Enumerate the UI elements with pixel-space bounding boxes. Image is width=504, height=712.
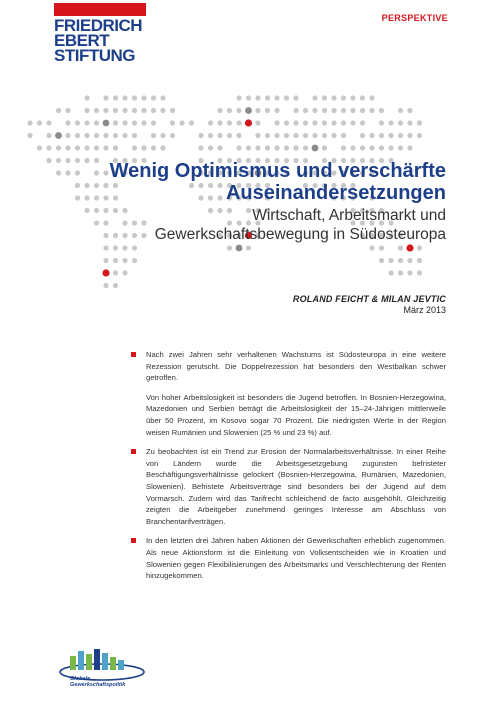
map-dot (122, 95, 127, 100)
map-dot (341, 108, 346, 113)
page-subtitle (46, 206, 446, 244)
map-dot (65, 108, 70, 113)
map-dot (236, 133, 241, 138)
map-dot (46, 145, 51, 150)
map-dot (369, 95, 374, 100)
map-dot (236, 95, 241, 100)
map-dot (322, 145, 327, 150)
map-dot (322, 108, 327, 113)
map-dot (27, 133, 32, 138)
map-dot (379, 108, 384, 113)
map-dot (388, 258, 393, 263)
map-dot (255, 95, 260, 100)
map-dot (265, 108, 270, 113)
map-dot (303, 145, 308, 150)
map-dot (245, 107, 252, 114)
map-dot (103, 283, 108, 288)
red-square-bullet-icon (131, 538, 136, 543)
logo-line: STIFTUNG (54, 46, 135, 65)
map-dot (132, 258, 137, 263)
map-dot (407, 133, 412, 138)
map-dot (84, 145, 89, 150)
globale-gewerkschaftspolitik-logo-icon (40, 640, 160, 700)
map-dot (246, 145, 251, 150)
map-dot (160, 133, 165, 138)
map-dot (37, 145, 42, 150)
footer-logo-line: Globale (70, 676, 91, 682)
map-dot (293, 145, 298, 150)
map-dot (331, 108, 336, 113)
map-dot (293, 108, 298, 113)
map-dot (398, 108, 403, 113)
subtitle-line: Gewerkschaftsbewegung in Südosteuropa (154, 226, 446, 243)
map-dot (141, 108, 146, 113)
map-dot (84, 133, 89, 138)
map-dot (170, 133, 175, 138)
map-dot (208, 120, 213, 125)
map-dot (274, 133, 279, 138)
logo-red-bar (54, 3, 146, 16)
red-square-bullet-icon (131, 449, 136, 454)
fes-logo (54, 3, 146, 63)
map-dot (407, 258, 412, 263)
map-dot (122, 108, 127, 113)
map-dot (341, 95, 346, 100)
map-dot (255, 133, 260, 138)
map-dot (113, 120, 118, 125)
map-dot (303, 133, 308, 138)
map-dot (312, 133, 317, 138)
map-dot (284, 145, 289, 150)
map-dot (132, 120, 137, 125)
map-dot (217, 133, 222, 138)
map-dot (398, 120, 403, 125)
map-dot (227, 108, 232, 113)
map-dot (406, 244, 413, 251)
map-dot (75, 120, 80, 125)
title-block (46, 160, 446, 244)
map-dot (217, 120, 222, 125)
map-dot (122, 245, 127, 250)
map-dot (369, 133, 374, 138)
logo-line: EBERT (54, 31, 110, 50)
map-dot (94, 145, 99, 150)
map-dot (360, 133, 365, 138)
map-dot (331, 120, 336, 125)
map-dot (350, 120, 355, 125)
map-dot (103, 245, 108, 250)
map-dot (227, 245, 232, 250)
map-dot (113, 133, 118, 138)
summary-paragraph (131, 392, 446, 438)
map-dot (132, 145, 137, 150)
map-dot (56, 108, 61, 113)
map-dot (236, 245, 243, 252)
map-dot (122, 258, 127, 263)
map-dot (84, 95, 89, 100)
map-dot (398, 245, 403, 250)
paragraph-text: Zu beobachten ist ein Trend zur Erosion der Normalarbeitsverhältnisse. In einer Reihe von Ländern wurde die Arbeitsgesetzgebung zugunsten befristeter Beschäftigungsverhältnisse gelockert (Bosnien-Herzegowina, Rumänien, Mazedonien, Slowenien). Befristete Arbeitsverträge sind besonders bei der Jugend auf dem Vormarsch. Zudem wird das Tarifrecht schleichend de facto ausgehöhlt. Gleichzeitig zeigten die Arbeitgeber zunehmend geringes Interesse am Abschluss von Branchentarifverträgen. (146, 447, 446, 526)
author-block (293, 294, 446, 315)
map-dot (94, 108, 99, 113)
map-dot (179, 120, 184, 125)
map-dot (141, 120, 146, 125)
map-dot (407, 108, 412, 113)
map-dot (398, 270, 403, 275)
map-dot (160, 108, 165, 113)
map-dot (246, 245, 251, 250)
map-dot (417, 270, 422, 275)
footer-logo-text (70, 676, 125, 688)
map-dot (388, 133, 393, 138)
map-dot (312, 95, 317, 100)
map-dot (341, 133, 346, 138)
map-dot (360, 108, 365, 113)
footer-logo-line: Gewerkschaftspolitik (70, 682, 126, 688)
map-dot (113, 95, 118, 100)
paragraph-text: Von hoher Arbeitslosigkeit ist besonders die Jugend betroffen. In Bosnien-Herzegowina, Mazedonien und Serbien beträgt die Arbeitslosigkeit der 15–24-Jährigen mittlerweile über 50 Prozent, im Kosovo sogar 70 Prozent. Die niedrigsten Werte in der Region weisen Rumänien und Slowenien (25 % und 23 %) auf. (146, 392, 446, 437)
map-dot (398, 145, 403, 150)
map-dot (103, 145, 108, 150)
map-dot (360, 145, 365, 150)
map-dot (360, 120, 365, 125)
logo-line: FRIEDRICH (54, 16, 143, 35)
summary-paragraph (131, 535, 446, 581)
map-dot (417, 120, 422, 125)
map-dot (255, 108, 260, 113)
map-dot (151, 120, 156, 125)
title-line: Auseinandersetzungen (225, 182, 446, 204)
map-dot (379, 245, 384, 250)
map-dot (227, 133, 232, 138)
map-dot (350, 145, 355, 150)
map-dot (417, 133, 422, 138)
map-dot (122, 270, 127, 275)
summary-paragraph (131, 446, 446, 527)
map-dot (398, 258, 403, 263)
map-dot (417, 245, 422, 250)
map-dot (160, 95, 165, 100)
map-dot (113, 108, 118, 113)
map-dot (293, 120, 298, 125)
map-dot (113, 145, 118, 150)
paragraph-text: Nach zwei Jahren sehr verhaltenen Wachstums ist Südosteuropa in eine weitere Rezession gerutscht. Die Doppelrezession hat besonders den Westbalkan schwer getroffen. (146, 350, 446, 383)
publication-date: März 2013 (403, 305, 446, 315)
map-dot (369, 145, 374, 150)
map-dot (56, 145, 61, 150)
map-dot (284, 95, 289, 100)
map-dot (208, 133, 213, 138)
map-dot (379, 145, 384, 150)
title-line: Wenig Optimismus und verschärfte (109, 160, 446, 182)
map-dot (331, 95, 336, 100)
summary-content (131, 349, 446, 590)
map-dot (350, 108, 355, 113)
map-dot (312, 108, 317, 113)
map-dot (141, 95, 146, 100)
map-dot (265, 145, 270, 150)
map-dot (103, 258, 108, 263)
map-dot (198, 133, 203, 138)
map-dot (151, 95, 156, 100)
map-dot (151, 145, 156, 150)
map-dot (341, 120, 346, 125)
map-dot (303, 120, 308, 125)
map-dot (322, 95, 327, 100)
map-dot (236, 108, 241, 113)
map-dot (75, 133, 80, 138)
map-dot (265, 133, 270, 138)
map-dot (274, 108, 279, 113)
map-dot (303, 108, 308, 113)
map-dot (350, 95, 355, 100)
map-dot (417, 258, 422, 263)
map-dot (379, 258, 384, 263)
map-dot (113, 245, 118, 250)
map-dot (274, 145, 279, 150)
map-dot (75, 145, 80, 150)
map-dot (103, 95, 108, 100)
map-dot (55, 132, 62, 139)
map-dot (255, 145, 260, 150)
map-dot (122, 120, 127, 125)
map-dot (322, 133, 327, 138)
map-dot (113, 270, 118, 275)
map-dot (407, 270, 412, 275)
map-dot (65, 120, 70, 125)
map-dot (189, 120, 194, 125)
map-dot (322, 120, 327, 125)
map-dot (236, 120, 241, 125)
map-dot (369, 245, 374, 250)
map-dot (65, 133, 70, 138)
map-dot (151, 133, 156, 138)
map-dot (113, 258, 118, 263)
map-dot (170, 120, 175, 125)
map-dot (103, 133, 108, 138)
map-dot (84, 120, 89, 125)
map-dot (407, 120, 412, 125)
red-square-bullet-icon (131, 352, 136, 357)
map-dot (312, 120, 317, 125)
map-dot (255, 120, 260, 125)
map-dot (398, 133, 403, 138)
map-dot (217, 108, 222, 113)
map-dot (170, 108, 175, 113)
map-dot (245, 119, 252, 126)
map-dot (407, 145, 412, 150)
map-dot (37, 120, 42, 125)
map-dot (293, 95, 298, 100)
map-dot (388, 145, 393, 150)
map-dot (113, 283, 118, 288)
map-dot (312, 145, 319, 152)
map-dot (341, 145, 346, 150)
map-dot (198, 145, 203, 150)
map-dot (46, 120, 51, 125)
map-dot (293, 133, 298, 138)
map-dot (103, 108, 108, 113)
map-dot (132, 133, 137, 138)
map-dot (27, 120, 32, 125)
map-dot (94, 133, 99, 138)
map-dot (360, 95, 365, 100)
map-dot (103, 120, 110, 127)
map-dot (160, 145, 165, 150)
map-dot (379, 120, 384, 125)
map-dot (65, 145, 70, 150)
summary-paragraph (131, 349, 446, 384)
page-title (46, 160, 446, 204)
map-dot (132, 108, 137, 113)
map-dot (236, 145, 241, 150)
paragraph-text: In den letzten drei Jahren haben Aktionen der Gewerkschaften erheblich zugenommen. Als neue Aktionsform ist die Einleitung von Volksentscheiden wie in Kroatien und Slowenien gegen Flexibilisierungen des Arbeitsmarks und Verschlechterung der Renten hinzugekommen. (146, 536, 446, 581)
map-dot (227, 120, 232, 125)
map-dot (151, 108, 156, 113)
map-dot (331, 133, 336, 138)
map-dot (208, 145, 213, 150)
map-dot (132, 95, 137, 100)
map-dot (284, 133, 289, 138)
map-dot (274, 95, 279, 100)
map-dot (388, 270, 393, 275)
map-dot (141, 145, 146, 150)
map-dot (388, 120, 393, 125)
author-names: ROLAND FEICHT & MILAN JEVTIC (292, 294, 446, 304)
map-dot (46, 133, 51, 138)
map-dot (132, 245, 137, 250)
map-dot (369, 108, 374, 113)
map-dot (379, 133, 384, 138)
subtitle-line: Wirtschaft, Arbeitsmarkt und (252, 207, 446, 224)
map-dot (94, 120, 99, 125)
map-dot (265, 95, 270, 100)
map-dot (217, 145, 222, 150)
map-dot (102, 269, 109, 276)
map-dot (246, 95, 251, 100)
series-label: PERSPEKTIVE (381, 13, 448, 23)
map-dot (84, 108, 89, 113)
map-dot (274, 120, 279, 125)
map-dot (284, 120, 289, 125)
map-dot (122, 133, 127, 138)
